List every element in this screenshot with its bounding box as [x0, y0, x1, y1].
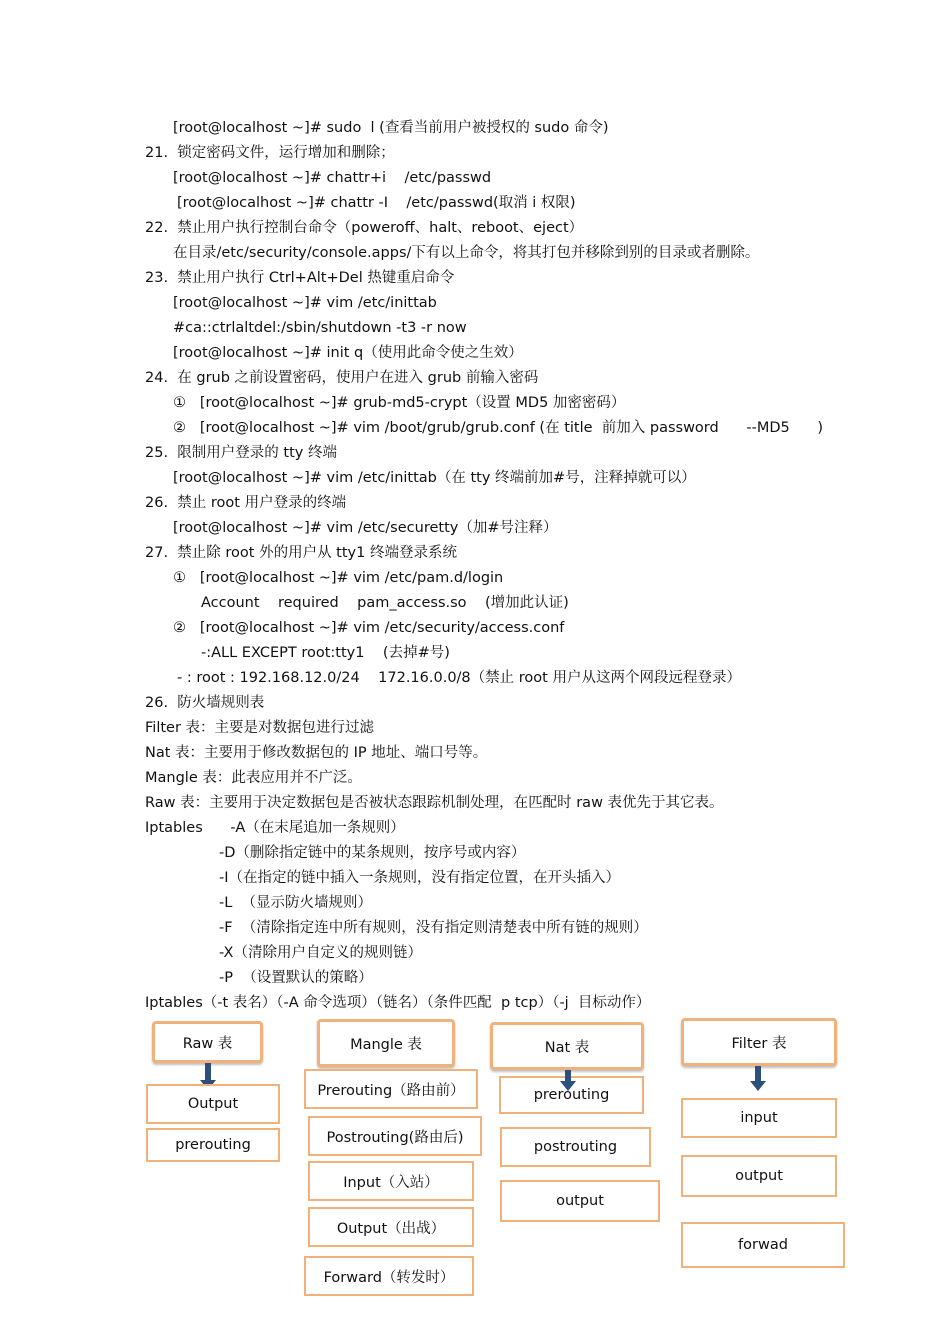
text-line-iptables-X: -X（清除用户自定义的规则链）: [219, 945, 422, 961]
item-25-heading: 25. 限制用户登录的 tty 终端: [145, 445, 337, 461]
item-24-heading: 24. 在 grub 之前设置密码，使用户在进入 grub 前输入密码: [145, 370, 539, 386]
mangle-chain-postrouting: Postrouting(路由后): [308, 1116, 482, 1156]
text-line-grub-conf: ② [root@localhost ~]# vim /boot/grub/grub.conf (在 title 前加入 password --MD5 ): [173, 420, 824, 436]
text-line-iptables-I: -I（在指定的链中插入一条规则，没有指定位置，在开头插入）: [219, 870, 621, 886]
text-line-pam-access: Account required pam_access.so (增加此认证): [201, 595, 569, 611]
filter-table-box: Filter 表: [681, 1018, 837, 1066]
raw-table-box: Raw 表: [152, 1021, 263, 1063]
mangle-table-box: Mangle 表: [317, 1019, 455, 1067]
text-line-all-except: -:ALL EXCEPT root:tty1 (去掉#号): [201, 645, 450, 661]
mangle-chain-forward: Forward（转发时）: [304, 1256, 474, 1296]
nat-chain-output: output: [500, 1180, 660, 1222]
text-line-filter-table: Filter 表：主要是对数据包进行过滤: [145, 720, 375, 736]
text-line-chattr-i: [root@localhost ~]# chattr+i /etc/passwd: [173, 170, 492, 186]
text-line-iptables-L: -L （显示防火墙规则）: [219, 895, 373, 911]
text-line-raw-table: Raw 表：主要用于决定数据包是否被状态跟踪机制处理，在匹配时 raw 表优先于其它表。: [145, 795, 724, 811]
text-line-iptables-P: -P （设置默认的策略）: [219, 970, 373, 986]
item-27-heading: 27. 禁止除 root 外的用户从 tty1 终端登录系统: [145, 545, 457, 561]
raw-chain-output: Output: [146, 1084, 280, 1124]
filter-chain-forwad: forwad: [681, 1222, 845, 1268]
text-line-iptables-A: Iptables -A（在末尾追加一条规则）: [145, 820, 405, 836]
nat-table-box: Nat 表: [490, 1022, 644, 1070]
text-line-sudo: [root@localhost ~]# sudo l (查看当前用户被授权的 sudo 命令): [173, 120, 609, 136]
text-line-nat-table: Nat 表：主要用于修改数据包的 IP 地址、端口号等。: [145, 745, 488, 761]
item-22-heading: 22. 禁止用户执行控制台命令（poweroff、halt、reboot、eject）: [145, 220, 584, 236]
text-line-iptables-syntax: Iptables（-t 表名）（-A 命令选项）（链名）（条件匹配 p tcp）（-j 目标动作）: [145, 995, 651, 1011]
text-line-pam-login: ① [root@localhost ~]# vim /etc/pam.d/login: [173, 570, 504, 586]
mangle-chain-prerouting: Prerouting（路由前）: [304, 1069, 478, 1109]
item-26-heading: 26. 禁止 root 用户登录的终端: [145, 495, 347, 511]
text-line-iptables-F: -F （清除指定连中所有规则，没有指定则清楚表中所有链的规则）: [219, 920, 648, 936]
text-line-mangle-table: Mangle 表：此表应用并不广泛。: [145, 770, 362, 786]
raw-chain-prerouting: prerouting: [146, 1128, 280, 1162]
text-line-tty-inittab: [root@localhost ~]# vim /etc/inittab（在 tty 终端前加#号，注释掉就可以）: [173, 470, 696, 486]
item-23-heading: 23. 禁止用户执行 Ctrl+Alt+Del 热键重启命令: [145, 270, 455, 286]
text-line-init-q: [root@localhost ~]# init q（使用此命令使之生效）: [173, 345, 523, 361]
mangle-chain-input: Input（入站）: [308, 1161, 474, 1201]
nat-chain-postrouting: postrouting: [500, 1127, 651, 1167]
text-line-iptables-D: -D（删除指定链中的某条规则，按序号或内容）: [219, 845, 526, 861]
item-21-heading: 21. 锁定密码文件，运行增加和删除；: [145, 145, 395, 161]
filter-chain-input: input: [681, 1098, 837, 1138]
text-line-securetty: [root@localhost ~]# vim /etc/securetty（加#号注释）: [173, 520, 558, 536]
filter-chain-output: output: [681, 1155, 837, 1197]
text-line-vim-inittab: [root@localhost ~]# vim /etc/inittab: [173, 295, 437, 311]
text-line-chattr-remove: [root@localhost ~]# chattr -I /etc/passwd(取消 i 权限): [177, 195, 576, 211]
text-line-access-conf: ② [root@localhost ~]# vim /etc/security/access.conf: [173, 620, 565, 636]
text-line-grub-md5: ① [root@localhost ~]# grub-md5-crypt（设置 MD5 加密密码）: [173, 395, 626, 411]
nat-chain-prerouting: prerouting: [499, 1076, 644, 1114]
text-line-root-networks: - : root : 192.168.12.0/24 172.16.0.0/8（禁止 root 用户从这两个网段远程登录）: [177, 670, 741, 686]
text-line-console-apps: 在目录/etc/security/console.apps/下有以上命令，将其打包并移除到别的目录或者删除。: [173, 245, 760, 261]
mangle-chain-output: Output（出战）: [308, 1207, 474, 1247]
text-line-ctrlaltdel: #ca::ctrlaltdel:/sbin/shutdown -t3 -r now: [173, 320, 467, 336]
section-firewall-heading: 26. 防火墙规则表: [145, 695, 265, 711]
